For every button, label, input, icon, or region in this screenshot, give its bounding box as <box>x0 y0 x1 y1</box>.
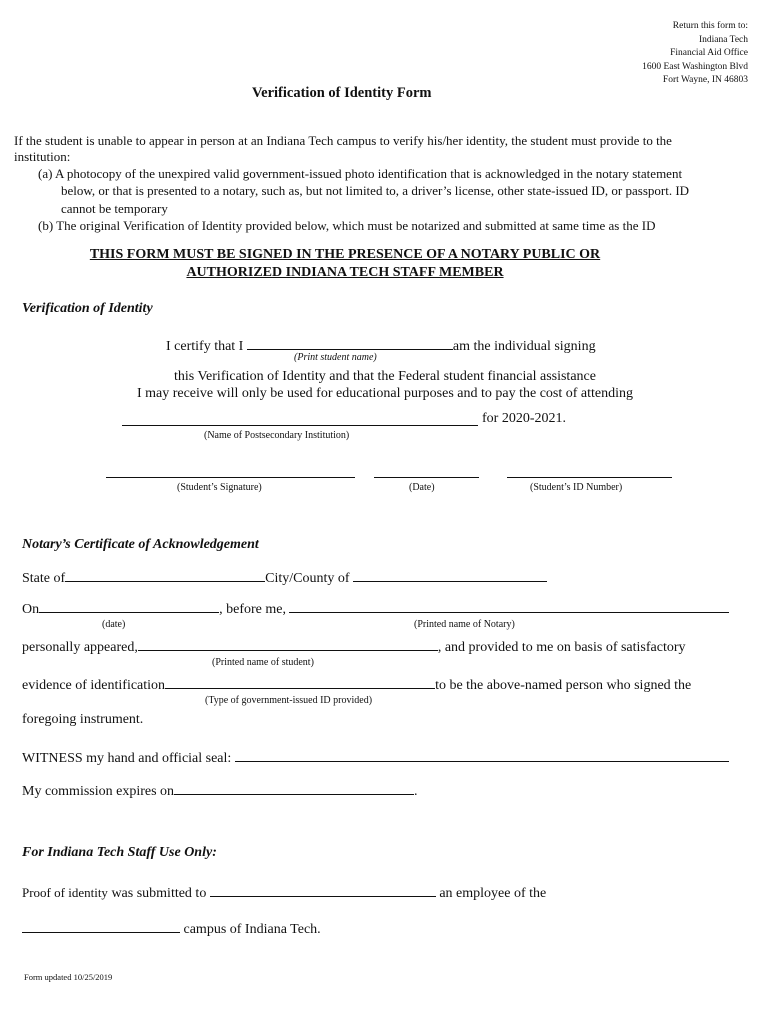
notary-banner <box>0 247 690 281</box>
submitted-to-label: was submitted to <box>107 886 207 901</box>
institution-label: (Name of Postsecondary Institution) <box>204 430 350 441</box>
foregoing-text: foregoing instrument. <box>22 712 144 727</box>
commission-row <box>22 780 418 800</box>
city-label: City/County of <box>265 571 350 586</box>
return-address-line: Return this form to: <box>672 21 748 31</box>
campus-field[interactable] <box>22 918 180 933</box>
appeared-row <box>22 636 686 656</box>
return-address-line: Fort Wayne, IN 46803 <box>662 75 748 86</box>
commission-date-field[interactable] <box>174 780 414 795</box>
intro-item-a: (a) A photocopy of the unexpired valid government-issued photo identification that is acknowledged in the notary statement <box>38 166 683 181</box>
notary-name-field[interactable] <box>289 598 729 613</box>
campus-label: campus of Indiana Tech. <box>183 922 321 937</box>
state-field[interactable] <box>65 567 265 582</box>
witness-seal-field[interactable] <box>235 747 729 762</box>
student-id-label: (Student’s ID Number) <box>530 482 623 493</box>
evidence-label: evidence of identification <box>22 678 166 693</box>
id-type-field[interactable] <box>165 674 435 689</box>
form-updated-footer: Form updated 10/25/2019 <box>24 972 113 982</box>
intro-line: institution: <box>14 149 71 164</box>
commission-label: My commission expires on <box>22 784 175 799</box>
student-signature-field[interactable] <box>106 477 355 478</box>
staff-heading: For Indiana Tech Staff Use Only: <box>22 845 217 860</box>
intro-line: If the student is unable to appear in person at an Indiana Tech campus to verify his/her identity, the student must provide to the <box>14 133 672 148</box>
intro-item-a: cannot be temporary <box>61 201 168 216</box>
notary-heading: Notary’s Certificate of Acknowledgement <box>22 537 259 552</box>
intro-item-a: below, or that is presented to a notary, such as, but not limited to, a driver’s license, other state-issued ID, or passport. ID <box>61 183 690 198</box>
signature-label: (Student’s Signature) <box>177 482 262 493</box>
proof-label: Proof of identity <box>22 885 108 900</box>
return-address <box>642 20 748 88</box>
date-field[interactable] <box>374 477 479 478</box>
page-title: Verification of Identity Form <box>252 85 432 101</box>
verification-text: I may receive will only be used for educational purposes and to pay the cost of attending <box>136 386 634 401</box>
student-name-label: (Printed name of student) <box>212 657 314 668</box>
return-address-line: Indiana Tech <box>698 34 748 45</box>
date-label: (Date) <box>409 482 435 493</box>
for-year: for 2020-2021. <box>482 411 566 426</box>
verification-text: this Verification of Identity and that the Federal student financial assistance <box>174 369 596 384</box>
commission-period: . <box>414 784 418 799</box>
witness-label: WITNESS my hand and official seal: <box>22 751 232 766</box>
state-label: State of <box>22 571 66 586</box>
on-label: On <box>22 602 40 617</box>
certify-prefix: I certify that I <box>166 339 244 354</box>
banner-line: AUTHORIZED INDIANA TECH STAFF MEMBER <box>186 265 504 280</box>
institution-name-field[interactable] <box>122 425 478 426</box>
city-county-field[interactable] <box>353 567 547 582</box>
verification-heading: Verification of Identity <box>22 301 153 316</box>
appeared-student-name-field[interactable] <box>138 636 438 651</box>
employee-of-label: an employee of the <box>439 886 547 901</box>
intro-item-b: (b) The original Verification of Identity provided below, which must be notarized and submitted at same time as the ID <box>38 218 656 233</box>
certify-suffix: am the individual signing <box>452 339 596 354</box>
return-address-line: 1600 East Washington Blvd <box>642 61 748 72</box>
student-id-field[interactable] <box>507 477 672 478</box>
return-address-line: Financial Aid Office <box>670 48 748 59</box>
notary-date-field[interactable] <box>39 598 219 613</box>
id-type-label: (Type of government-issued ID provided) <box>205 695 373 706</box>
on-row <box>22 598 729 618</box>
personally-appeared-label: personally appeared, <box>22 640 138 655</box>
evidence-row <box>22 674 691 694</box>
provided-text: , and provided to me on basis of satisfactory <box>437 640 686 655</box>
date-label: (date) <box>102 619 126 630</box>
campus-row <box>22 918 321 938</box>
staff-employee-field[interactable] <box>210 882 436 897</box>
witness-row <box>22 747 729 767</box>
banner-line: THIS FORM MUST BE SIGNED IN THE PRESENCE OF A NOTARY PUBLIC OR <box>89 247 601 262</box>
certify-row <box>166 335 596 355</box>
print-name-label: (Print student name) <box>294 352 377 363</box>
above-named-text: to be the above-named person who signed the <box>435 678 692 693</box>
proof-row <box>22 882 546 902</box>
student-name-field[interactable] <box>247 335 453 350</box>
state-row <box>22 567 547 587</box>
notary-name-label: (Printed name of Notary) <box>414 619 515 630</box>
before-me-label: , before me, <box>219 602 286 617</box>
